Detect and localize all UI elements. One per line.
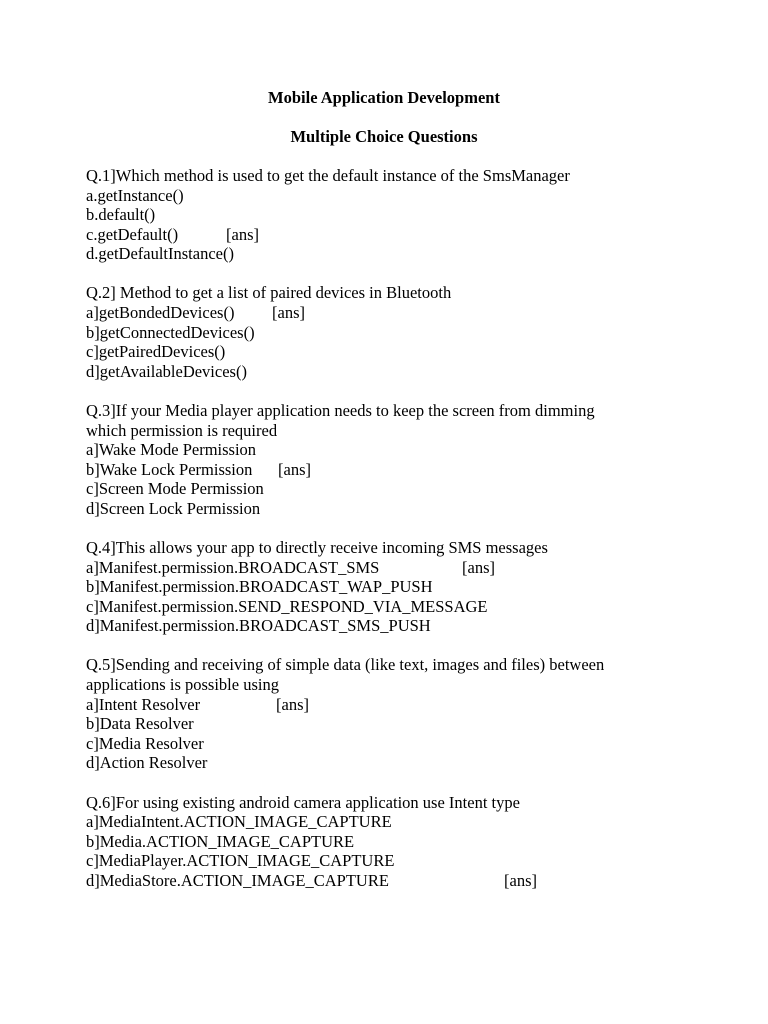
question-6 [86, 793, 686, 891]
answer-option-text: a]Wake Mode Permission [86, 440, 257, 460]
answer-option-text: c.getDefault() [86, 224, 179, 244]
question-text: applications is possible using [86, 675, 279, 695]
answer-option-text: c]getPairedDevices() [86, 342, 226, 362]
answer-option [86, 812, 686, 832]
answer-option-text: b]Media.ACTION_IMAGE_CAPTURE [86, 831, 355, 851]
answer-option-text: b]Wake Lock Permission [86, 459, 253, 479]
answer-option [86, 460, 686, 480]
answer-option [86, 499, 686, 519]
question-text: Q.1]Which method is used to get the default instance of the SmsManager [86, 166, 570, 185]
answer-option-text: b]Data Resolver [86, 714, 194, 734]
answer-option-text: d.getDefaultInstance() [86, 244, 234, 264]
document-subtitle: Multiple Choice Questions [290, 127, 478, 146]
answer-option [86, 714, 686, 734]
answer-option-text: a]Manifest.permission.BROADCAST_SMS [86, 557, 380, 577]
answer-option-text: a]MediaIntent.ACTION_IMAGE_CAPTURE [86, 812, 392, 832]
question-text: Q.2] Method to get a list of paired devices in Bluetooth [86, 283, 452, 303]
answer-option [86, 440, 686, 460]
question-text: Q.6]For using existing android camera application use Intent type [86, 792, 520, 812]
answer-marker: [ans] [226, 224, 259, 244]
answer-option-text: a]getBondedDevices() [86, 303, 235, 323]
question-4 [86, 538, 686, 636]
answer-option [86, 577, 686, 597]
answer-option [86, 205, 686, 225]
answer-option-text: c]Screen Mode Permission [86, 479, 264, 499]
question-list [86, 166, 686, 910]
question-text: Q.5]Sending and receiving of simple data (like text, images and files) between [86, 655, 605, 675]
question-3 [86, 401, 686, 519]
answer-option-text: b]getConnectedDevices() [86, 322, 255, 342]
answer-option [86, 695, 686, 715]
answer-option [86, 362, 686, 382]
answer-option [86, 323, 686, 343]
answer-option-text: b.default() [86, 205, 156, 225]
question-text: Q.3]If your Media player application needs to keep the screen from dimming [86, 400, 595, 420]
answer-option [86, 558, 686, 578]
answer-option [86, 186, 686, 206]
answer-marker: [ans] [278, 459, 311, 479]
answer-option [86, 303, 686, 323]
answer-option-text: d]getAvailableDevices() [86, 361, 247, 381]
answer-option [86, 342, 686, 362]
answer-option [86, 244, 686, 264]
answer-option [86, 616, 686, 636]
answer-marker: [ans] [276, 694, 309, 714]
question-text: which permission is required [86, 420, 278, 440]
answer-marker: [ans] [462, 557, 495, 577]
question-text: Q.4]This allows your app to directly receive incoming SMS messages [86, 538, 548, 557]
answer-option [86, 832, 686, 852]
answer-option [86, 597, 686, 617]
answer-option-text: d]Action Resolver [86, 753, 208, 773]
question-5 [86, 655, 686, 773]
answer-option-text: d]MediaStore.ACTION_IMAGE_CAPTURE [86, 870, 389, 890]
answer-option-text: c]MediaPlayer.ACTION_IMAGE_CAPTURE [86, 851, 395, 871]
question-1 [86, 166, 686, 264]
answer-marker: [ans] [504, 870, 537, 890]
answer-marker: [ans] [272, 303, 305, 323]
answer-option [86, 479, 686, 499]
answer-option-text: c]Manifest.permission.SEND_RESPOND_VIA_MESSAGE [86, 596, 488, 616]
answer-option-text: b]Manifest.permission.BROADCAST_WAP_PUSH [86, 577, 433, 597]
answer-option [86, 851, 686, 871]
answer-option-text: a.getInstance() [86, 185, 184, 205]
answer-option-text: c]Media Resolver [86, 733, 204, 753]
answer-option [86, 734, 686, 754]
answer-option [86, 225, 686, 245]
answer-option [86, 871, 686, 891]
answer-option-text: a]Intent Resolver [86, 694, 201, 714]
document-title: Mobile Application Development [268, 88, 500, 107]
answer-option [86, 753, 686, 773]
answer-option-text: d]Screen Lock Permission [86, 498, 261, 518]
question-2 [86, 283, 686, 381]
answer-option-text: d]Manifest.permission.BROADCAST_SMS_PUSH [86, 616, 431, 636]
